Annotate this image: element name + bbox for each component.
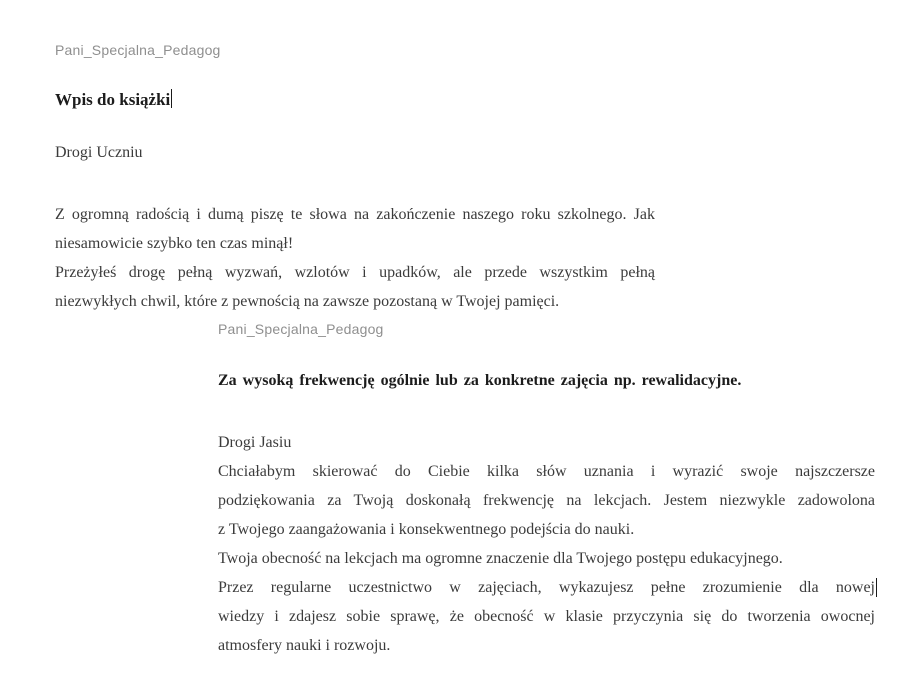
- document-text-area-top[interactable]: [55, 43, 655, 316]
- greeting-line: Drogi Uczniu: [55, 144, 143, 161]
- paragraph-line: Twoja obecność na lekcjach ma ogromne znaczenie dla Twojego postępu edukacyjnego.: [218, 550, 783, 567]
- paragraph-line: niezwykłych chwil, które z pewnością na zawsze pozostaną w Twojej pamięci.: [55, 293, 560, 310]
- paragraph-line: Chciałabym skierować do Ciebie kilka słów uznania i wyrazić swoje najszczersze: [218, 463, 875, 480]
- paragraph-line: wiedzy i zdajesz sobie sprawę, że obecność w klasie przyczynia się do tworzenia owocnej: [218, 608, 875, 625]
- text-cursor: [171, 89, 172, 108]
- paragraph-line: atmosfery nauki i rozwoju.: [218, 637, 391, 654]
- paragraph-line: Przeżyłeś drogę pełną wyzwań, wzlotów i upadków, ale przede wszystkim pełną: [55, 264, 655, 281]
- text-cursor: [876, 578, 877, 597]
- author-name: Pani_Specjalna_Pedagog: [218, 321, 384, 337]
- author-name: Pani_Specjalna_Pedagog: [55, 42, 221, 58]
- paragraph-line: podziękowania za Twoją doskonałą frekwencję na lekcjach. Jestem niezwykle zadowolona: [218, 492, 875, 509]
- paragraph-line: niesamowicie szybko ten czas minął!: [55, 235, 294, 252]
- entry-title: [55, 88, 655, 112]
- greeting-line: Drogi Jasiu: [218, 434, 292, 451]
- paragraph-line: z Twojego zaangażowania i konsekwentnego podejścia do nauki.: [218, 521, 635, 538]
- entry-title-text: Wpis do książki: [55, 90, 171, 109]
- entry-heading: Za wysoką frekwencję ogólnie lub za konkretne zajęcia np. rewalidacyjne.: [218, 372, 742, 389]
- document-text-area-bottom[interactable]: [218, 322, 875, 660]
- paragraph-line: Z ogromną radością i dumą piszę te słowa na zakończenie naszego roku szkolnego. Jak: [55, 206, 655, 223]
- paragraph-line: Przez regularne uczestnictwo w zajęciach, wykazujesz pełne zrozumienie dla nowej: [218, 579, 875, 596]
